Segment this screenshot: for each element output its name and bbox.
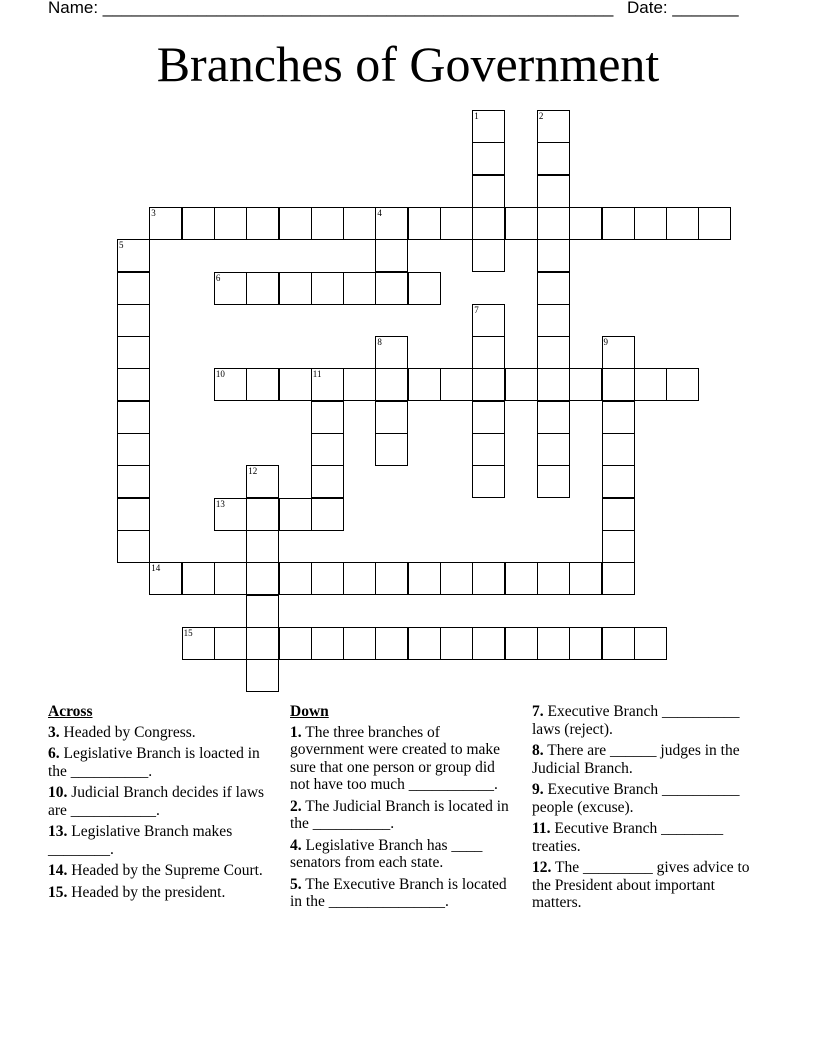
clue-item <box>48 745 270 780</box>
grid-cell[interactable] <box>569 562 602 595</box>
clue-item-text: Legislative Branch is loacted in the __________. <box>48 745 260 780</box>
grid-cell[interactable] <box>408 627 441 660</box>
grid-cell[interactable] <box>279 368 312 401</box>
grid-cell[interactable] <box>246 272 279 305</box>
clue-item <box>290 876 512 911</box>
grid-cell[interactable] <box>117 498 150 531</box>
grid-cell[interactable] <box>279 627 312 660</box>
grid-cell[interactable] <box>634 627 667 660</box>
clue-item-text: The Executive Branch is located in the _______________. <box>290 875 507 910</box>
clue-number: 4 <box>377 207 382 218</box>
grid-cell[interactable] <box>214 207 247 240</box>
grid-cell[interactable] <box>246 595 279 628</box>
grid-cell[interactable] <box>537 207 570 240</box>
grid-cell[interactable] <box>602 530 635 563</box>
grid-cell[interactable] <box>569 627 602 660</box>
grid-cell[interactable] <box>602 336 635 369</box>
clue-item-number: 13. <box>48 823 68 840</box>
grid-cell[interactable] <box>343 627 376 660</box>
clue-number: 14 <box>151 563 161 574</box>
clue-item-number: 3. <box>48 723 60 741</box>
grid-cell[interactable] <box>505 368 538 401</box>
grid-cell[interactable] <box>214 627 247 660</box>
clue-item-text: Headed by the Supreme Court. <box>67 862 263 879</box>
grid-cell[interactable] <box>343 272 376 305</box>
grid-cell[interactable] <box>472 562 505 595</box>
grid-cell[interactable] <box>311 401 344 434</box>
grid-cell[interactable] <box>602 401 635 434</box>
grid-cell[interactable] <box>343 207 376 240</box>
grid-cell[interactable] <box>246 530 279 563</box>
grid-cell[interactable] <box>117 368 150 401</box>
clue-item-text: The _________ gives advice to the President about important matters. <box>532 859 750 911</box>
clue-item-number: 4. <box>290 836 302 854</box>
grid-cell[interactable] <box>440 562 473 595</box>
grid-cell[interactable] <box>505 207 538 240</box>
grid-cell[interactable] <box>408 562 441 595</box>
grid-cell[interactable] <box>472 239 505 272</box>
grid-cell[interactable] <box>117 465 150 498</box>
grid-cell[interactable] <box>117 304 150 337</box>
clue-item <box>290 798 512 833</box>
grid-cell[interactable] <box>214 498 247 531</box>
grid-cell[interactable] <box>537 627 570 660</box>
clue-item-text: There are ______ judges in the Judicial Branch. <box>532 742 740 777</box>
grid-cell[interactable] <box>634 207 667 240</box>
page-title: Branches of Government <box>156 36 660 92</box>
grid-cell[interactable] <box>537 110 570 143</box>
grid-cell[interactable] <box>149 562 182 595</box>
grid-cell[interactable] <box>149 207 182 240</box>
grid-cell[interactable] <box>408 272 441 305</box>
grid-cell[interactable] <box>537 272 570 305</box>
grid-cell[interactable] <box>182 207 215 240</box>
clue-number: 1 <box>474 111 479 121</box>
grid-cell[interactable] <box>440 207 473 240</box>
clue-number: 15 <box>183 627 193 638</box>
clue-number: 2 <box>538 111 544 121</box>
grid-cell[interactable] <box>666 207 699 240</box>
grid-cell[interactable] <box>602 627 635 660</box>
clue-item <box>48 862 270 880</box>
clue-number: 8 <box>377 337 382 348</box>
clue-item-text: Executive Branch __________ laws (reject). <box>532 703 740 738</box>
grid-cell[interactable] <box>311 627 344 660</box>
grid-cell[interactable] <box>214 562 247 595</box>
clue-item <box>532 703 754 738</box>
grid-cell[interactable] <box>666 368 699 401</box>
clue-item <box>532 742 754 777</box>
grid-cell[interactable] <box>117 239 150 272</box>
across-heading: Across <box>48 703 93 720</box>
grid-cell[interactable] <box>472 627 505 660</box>
grid-cell[interactable] <box>537 368 570 401</box>
grid-cell[interactable] <box>537 142 570 175</box>
grid-cell[interactable] <box>440 368 473 401</box>
grid-cell[interactable] <box>246 207 279 240</box>
grid-cell[interactable] <box>375 368 408 401</box>
grid-cell[interactable] <box>214 272 247 305</box>
grid-cell[interactable] <box>472 401 505 434</box>
grid-cell[interactable] <box>246 498 279 531</box>
clue-number: 5 <box>119 240 124 251</box>
grid-cell[interactable] <box>569 207 602 240</box>
grid-cell[interactable] <box>505 627 538 660</box>
grid-cell[interactable] <box>279 207 312 240</box>
grid-cell[interactable] <box>311 562 344 595</box>
clue-number: 9 <box>603 337 608 348</box>
clue-item-text: Executive Branch __________ people (excuse). <box>532 781 740 816</box>
grid-cell[interactable] <box>440 627 473 660</box>
clue-item-text: Eecutive Branch ________ treaties. <box>532 820 724 855</box>
clue-item-number: 5. <box>290 875 302 893</box>
clue-item-text: The Judicial Branch is located in the __________. <box>290 797 509 832</box>
grid-cell[interactable] <box>311 368 344 401</box>
grid-cell[interactable] <box>602 368 635 401</box>
clue-item-number: 7. <box>532 703 544 720</box>
grid-cell[interactable] <box>602 498 635 531</box>
grid-cell[interactable] <box>472 142 505 175</box>
grid-cell[interactable] <box>214 368 247 401</box>
clue-item <box>48 724 270 742</box>
grid-cell[interactable] <box>375 401 408 434</box>
clue-item-text: Legislative Branch makes ________. <box>48 823 233 858</box>
grid-cell[interactable] <box>182 562 215 595</box>
grid-cell[interactable] <box>472 207 505 240</box>
grid-cell[interactable] <box>537 465 570 498</box>
grid-cell[interactable] <box>375 239 408 272</box>
grid-cell[interactable] <box>698 207 731 240</box>
grid-cell[interactable] <box>375 433 408 466</box>
grid-cell[interactable] <box>117 433 150 466</box>
clue-item-text: Judicial Branch decides if laws are ___________. <box>48 784 265 819</box>
grid-cell[interactable] <box>505 562 538 595</box>
down-clue-list-continued <box>532 703 754 912</box>
clue-item <box>290 724 512 794</box>
grid-cell[interactable] <box>472 368 505 401</box>
clue-item <box>290 837 512 872</box>
grid-cell[interactable] <box>602 433 635 466</box>
clue-number: 11 <box>312 369 322 380</box>
grid-cell[interactable] <box>472 433 505 466</box>
grid-cell[interactable] <box>408 207 441 240</box>
name-field-label[interactable]: Name: ______________________________________________________ <box>48 0 614 17</box>
clue-item-number: 2. <box>290 797 302 815</box>
grid-cell[interactable] <box>375 627 408 660</box>
grid-cell[interactable] <box>279 272 312 305</box>
grid-cell[interactable] <box>472 110 505 143</box>
clue-number: 10 <box>215 369 225 380</box>
grid-cell[interactable] <box>246 562 279 595</box>
grid-cell[interactable] <box>375 336 408 369</box>
clue-item <box>532 820 754 855</box>
grid-cell[interactable] <box>602 562 635 595</box>
grid-cell[interactable] <box>408 368 441 401</box>
grid-cell[interactable] <box>537 239 570 272</box>
clue-item-number: 11. <box>532 820 551 837</box>
clue-number: 7 <box>474 304 479 315</box>
grid-cell[interactable] <box>311 433 344 466</box>
grid-cell[interactable] <box>343 562 376 595</box>
grid-cell[interactable] <box>375 272 408 305</box>
clue-number: 13 <box>215 498 225 509</box>
grid-cell[interactable] <box>472 304 505 337</box>
down-clue-list <box>290 724 512 911</box>
date-field-label[interactable]: Date: _______ <box>627 0 739 17</box>
grid-cell[interactable] <box>634 368 667 401</box>
grid-cell[interactable] <box>537 433 570 466</box>
grid-cell[interactable] <box>472 175 505 208</box>
clue-item-number: 12. <box>532 859 552 876</box>
clue-item-number: 6. <box>48 745 60 762</box>
grid-cell[interactable] <box>246 627 279 660</box>
clue-item-text: Headed by the president. <box>67 883 226 901</box>
down-clues-continued <box>532 703 754 916</box>
grid-cell[interactable] <box>537 336 570 369</box>
clue-item <box>48 784 270 819</box>
grid-cell[interactable] <box>279 562 312 595</box>
grid-cell[interactable] <box>246 659 279 692</box>
grid-cell[interactable] <box>279 498 312 531</box>
grid-cell[interactable] <box>537 562 570 595</box>
clue-item <box>532 859 754 912</box>
grid-cell[interactable] <box>311 498 344 531</box>
clue-number: 3 <box>151 207 156 218</box>
grid-cell[interactable] <box>117 336 150 369</box>
grid-cell[interactable] <box>569 368 602 401</box>
grid-cell[interactable] <box>117 272 150 305</box>
grid-cell[interactable] <box>311 207 344 240</box>
grid-cell[interactable] <box>246 465 279 498</box>
grid-cell[interactable] <box>537 304 570 337</box>
grid-cell[interactable] <box>537 175 570 208</box>
clue-item-text: The three branches of government were created to make sure that one person or group did not have too much ___________. <box>290 723 501 793</box>
clue-number: 6 <box>215 272 221 283</box>
clue-item-number: 9. <box>532 781 544 798</box>
grid-cell[interactable] <box>375 207 408 240</box>
clue-item <box>48 823 270 858</box>
clue-item-number: 14. <box>48 862 68 879</box>
clue-item <box>48 884 270 902</box>
clue-item-text: Legislative Branch has ____ senators from each state. <box>290 836 483 871</box>
grid-cell[interactable] <box>246 368 279 401</box>
across-clue-list <box>48 724 270 902</box>
grid-cell[interactable] <box>117 401 150 434</box>
clue-number: 12 <box>248 466 258 477</box>
grid-cell[interactable] <box>343 368 376 401</box>
grid-cell[interactable] <box>537 401 570 434</box>
clue-item-number: 1. <box>290 723 302 741</box>
clue-item-text: Headed by Congress. <box>59 723 196 741</box>
grid-cell[interactable] <box>311 272 344 305</box>
clue-item-number: 8. <box>532 742 544 759</box>
down-clues <box>290 703 512 915</box>
grid-cell[interactable] <box>472 465 505 498</box>
grid-cell[interactable] <box>375 562 408 595</box>
clue-item <box>532 781 754 816</box>
clue-item-number: 15. <box>48 883 68 901</box>
grid-cell[interactable] <box>472 336 505 369</box>
grid-cell[interactable] <box>182 627 215 660</box>
across-clues <box>48 703 270 905</box>
grid-cell[interactable] <box>117 530 150 563</box>
grid-cell[interactable] <box>602 465 635 498</box>
clue-item-number: 10. <box>48 784 68 801</box>
grid-cell[interactable] <box>602 207 635 240</box>
grid-cell[interactable] <box>311 465 344 498</box>
down-heading: Down <box>290 703 329 720</box>
